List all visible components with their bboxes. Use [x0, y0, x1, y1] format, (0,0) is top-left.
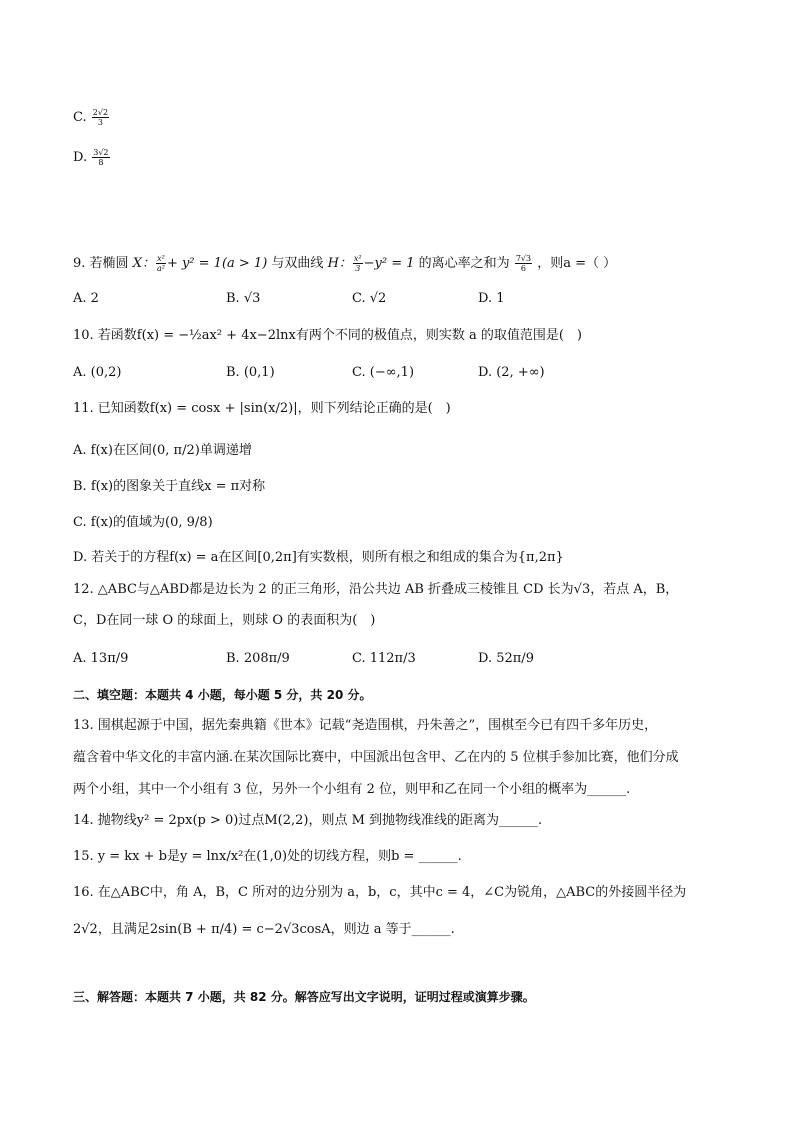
- q9-option-d: D. 1: [478, 291, 505, 306]
- q9-option-a: A. 2: [73, 291, 99, 306]
- q11-option-a: A. f(x)在区间(0, π/2)单调递增: [73, 443, 252, 458]
- numerator: 3√2: [93, 148, 109, 157]
- math-hyperbola: H： $\frac{\text{x²}}{3}$ −y² = 1: [327, 254, 415, 273]
- q10-option-a: A. (0,2): [73, 365, 122, 380]
- option-label: C.: [73, 110, 87, 125]
- option-label: D.: [73, 150, 88, 165]
- q10-option-b: B. (0,1): [226, 365, 275, 380]
- q12-option-b: B. 208π/9: [226, 651, 290, 666]
- question-16-line-1: 16. 在△ABC中，角 A，B，C 所对的边分别为 a，b，c，其中c = 4，∠C为锐角，△ABC的外接圆半径为: [73, 885, 687, 900]
- math-ellipse: X： $\frac{\text{x²}}{\text{a²}}$ + y² = 1(a > 1): [132, 254, 268, 273]
- question-13-line-3: 两个小组，其中一个小组有 3 位，另外一个小组有 2 位，则甲和乙在同一个小组的概率为______.: [73, 782, 631, 797]
- numerator: 2√2: [92, 108, 109, 117]
- q12-option-d: D. 52π/9: [478, 651, 534, 666]
- question-13-line-2: 蕴含着中华文化的丰富内涵.在某次国际比赛中，中国派出包含甲、乙在内的 5 位棋手参加比赛，他们分成: [73, 750, 679, 765]
- q12-option-a: A. 13π/9: [73, 651, 129, 666]
- q10-option-d: D. (2, +∞): [478, 365, 545, 380]
- section-2-heading: 二、填空题：本题共 4 小题，每小题 5 分，共 20 分。: [73, 688, 372, 702]
- q9-option-b: B. √3: [226, 291, 261, 306]
- q12-option-c: C. 112π/3: [352, 651, 416, 666]
- question-12-line-1: 12. △ABC与△ABD都是边长为 2 的正三角形，沿公共边 AB 折叠成三棱锥且 CD 长为√3，若点 A，B，: [73, 582, 679, 597]
- stem-part: 9. 若椭圆: [73, 256, 129, 271]
- q11-option-c: C. f(x)的值域为(0, 9/8): [73, 515, 213, 530]
- denominator: 3: [97, 118, 103, 127]
- q9-option-c: C. √2: [352, 291, 387, 306]
- prev-option-c: [73, 108, 110, 127]
- question-11-stem: 11. 已知函数f(x) = cosx + |sin(x/2)|，则下列结论正确的是( ): [73, 401, 451, 416]
- denominator: 8: [98, 158, 104, 167]
- q10-option-c: C. (−∞,1): [352, 365, 415, 380]
- stem-part: 的离心率之和为: [418, 256, 510, 271]
- fraction: $\frac{7√3}{6}$: [515, 254, 532, 273]
- prev-option-d: [73, 148, 111, 167]
- fraction: [92, 108, 109, 127]
- question-15: 15. y = kx + b是y = lnx/x²在(1,0)处的切线方程，则b = ______.: [73, 849, 462, 864]
- stem-part: 与双曲线: [271, 256, 324, 271]
- stem-part: ，则a =（ ）: [537, 256, 617, 271]
- question-13-line-1: 13. 围棋起源于中国，据先秦典籍《世本》记载“尧造围棋，丹朱善之”，围棋至今已有四千多年历史，: [73, 718, 658, 733]
- q11-option-b: B. f(x)的图象关于直线x = π对称: [73, 479, 266, 494]
- question-14: 14. 抛物线y² = 2px(p > 0)过点M(2,2)，则点 M 到抛物线准线的距离为______.: [73, 813, 543, 828]
- question-16-line-2: 2√2，且满足2sin(B + π/4) = c−2√3cosA，则边 a 等于______.: [73, 922, 455, 937]
- q11-option-d: D. 若关于的方程f(x) = a在区间[0,2π]有实数根，则所有根之和组成的集合为{π,2π}: [73, 550, 564, 565]
- question-12-line-2: C，D在同一球 O 的球面上，则球 O 的表面积为( ): [73, 613, 376, 628]
- fraction: [92, 148, 109, 167]
- section-3-heading: 三、解答题：本题共 7 小题，共 82 分。解答应写出文字说明，证明过程或演算步骤。: [73, 990, 535, 1004]
- question-10-stem: 10. 若函数f(x) = −½ax² + 4x−2lnx有两个不同的极值点，则实数 a 的取值范围是( ): [73, 328, 582, 343]
- question-9-stem: [73, 254, 616, 273]
